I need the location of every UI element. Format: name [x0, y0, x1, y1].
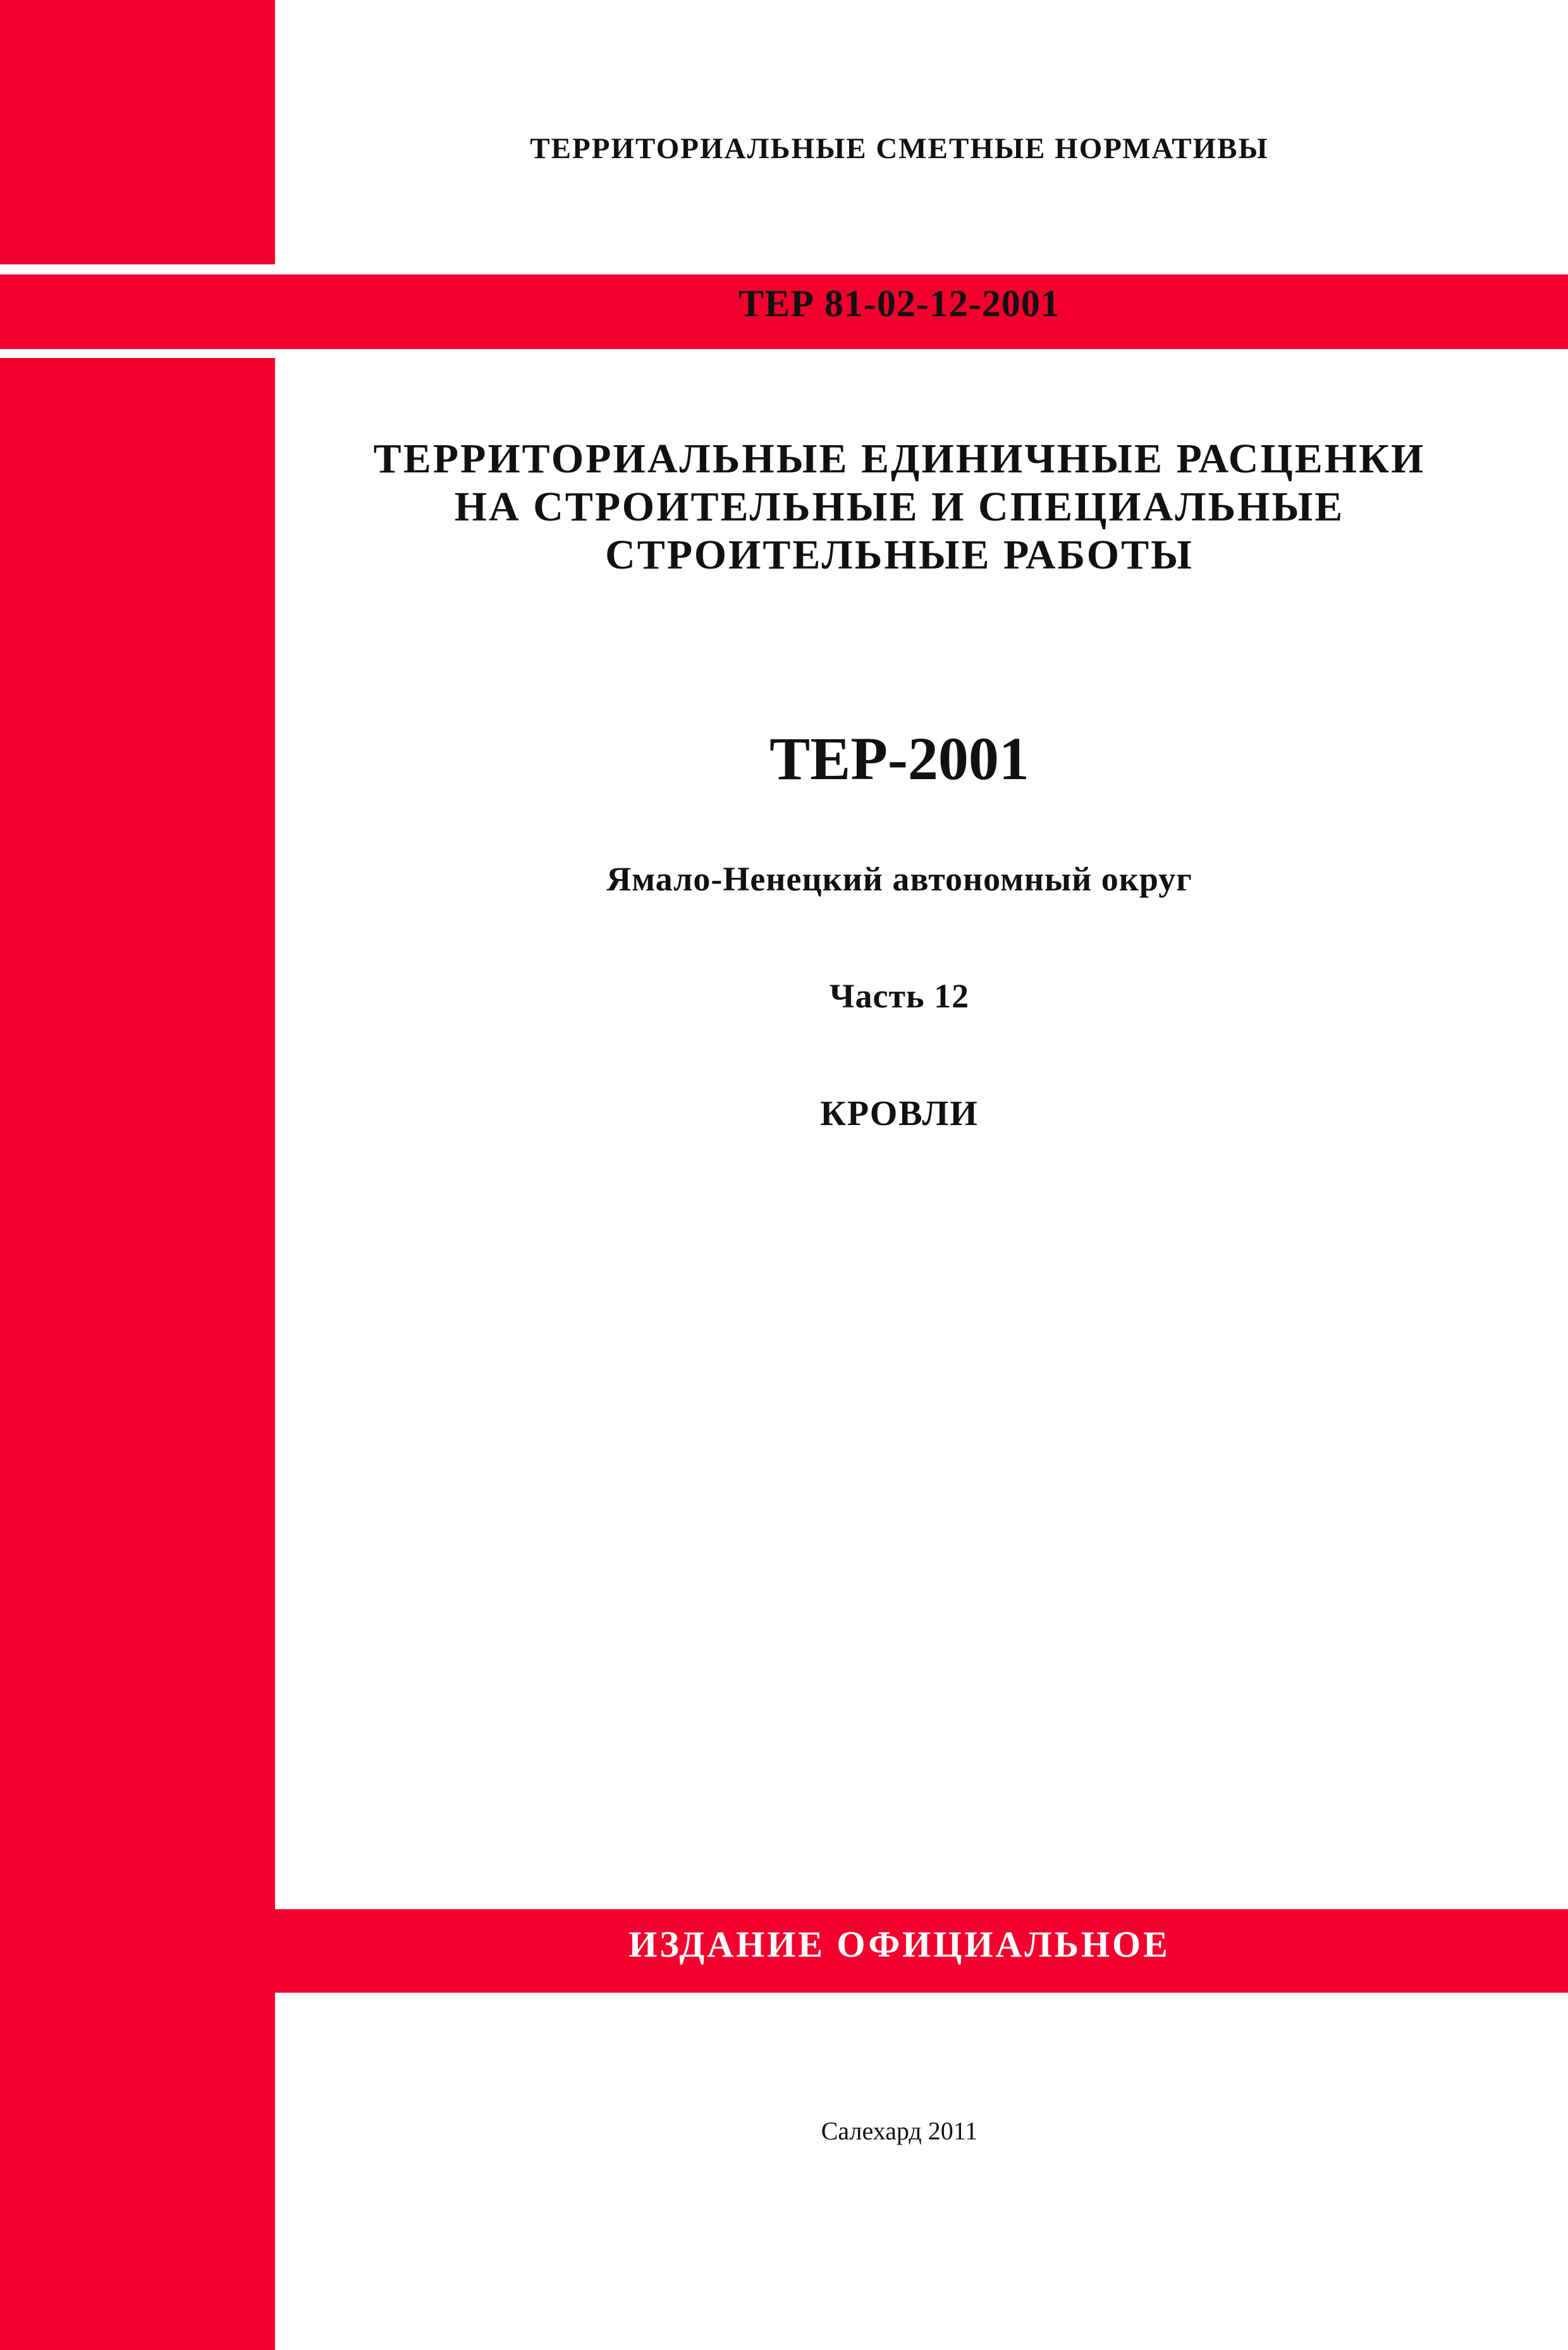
left-red-block-top: [0, 0, 275, 264]
series-label: ТЕРРИТОРИАЛЬНЫЕ СМЕТНЫЕ НОРМАТИВЫ: [530, 132, 1269, 165]
part-number: Часть 12: [829, 977, 970, 1015]
left-red-block-bottom: [0, 2005, 275, 2218]
official-edition-label: ИЗДАНИЕ ОФИЦИАЛЬНОЕ: [628, 1924, 1170, 1965]
place-and-year: Салехард 2011: [821, 2117, 978, 2145]
title-line: НА СТРОИТЕЛЬНЫЕ И СПЕЦИАЛЬНЫЕ: [454, 484, 1345, 530]
title-line: ТЕРРИТОРИАЛЬНЫЕ ЕДИНИЧНЫЕ РАСЦЕНКИ: [373, 436, 1426, 482]
collection-abbreviation: ТЕР-2001: [769, 725, 1029, 792]
region-name: Ямало-Ненецкий автономный округ: [606, 860, 1192, 898]
title-line: СТРОИТЕЛЬНЫЕ РАБОТЫ: [605, 532, 1194, 578]
part-subject: КРОВЛИ: [820, 1094, 979, 1133]
document-title: [275, 435, 1524, 579]
document-code: ТЕР 81-02-12-2001: [738, 283, 1060, 324]
